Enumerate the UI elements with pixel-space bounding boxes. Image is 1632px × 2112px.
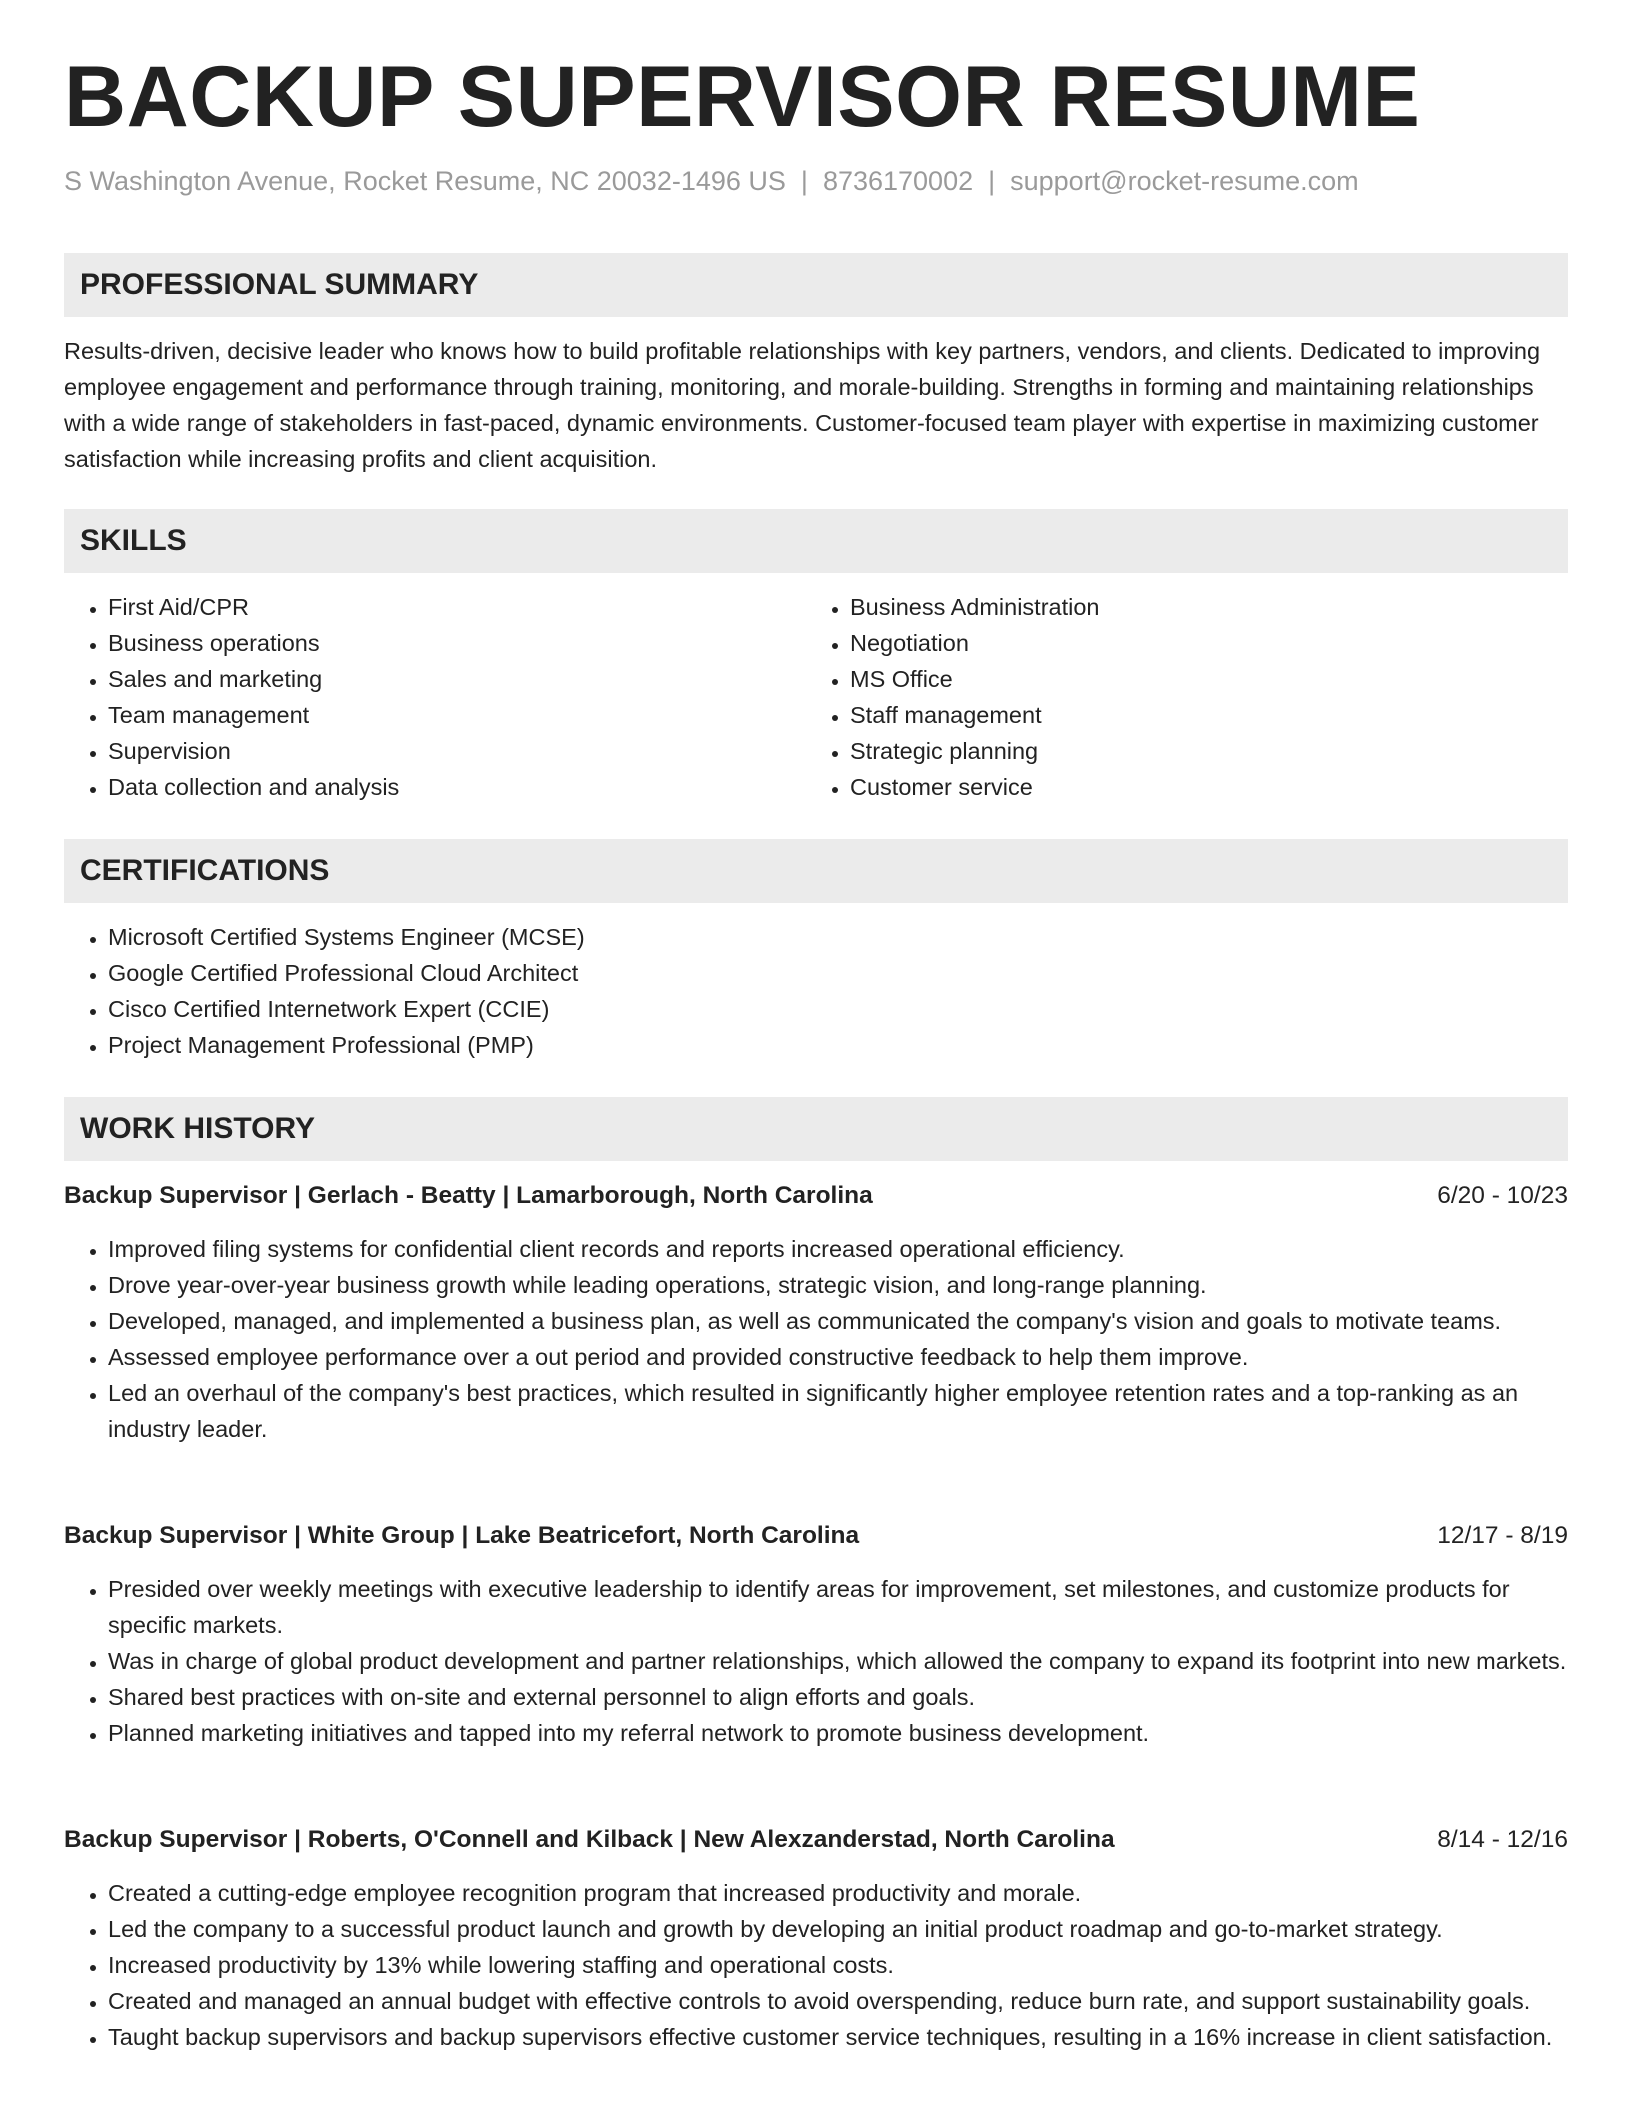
job-bullet: • Was in charge of global product development and partner relationships, which allowed the company to expand its footprint into new markets. xyxy=(108,1643,1568,1679)
skills-heading: SKILLS xyxy=(64,509,1568,573)
skill-item: • First Aid/CPR xyxy=(108,589,798,625)
phone-text: 8736170002 xyxy=(822,166,974,196)
job-bullet: • Created a cutting-edge employee recognition program that increased productivity and morale. xyxy=(108,1875,1568,1911)
skill-item: • Data collection and analysis xyxy=(108,769,798,805)
skill-item: • Business Administration xyxy=(850,589,1550,625)
skills-list-right xyxy=(806,589,1550,805)
certification-item: • Google Certified Professional Cloud Architect xyxy=(108,955,1568,991)
certification-item: • Microsoft Certified Systems Engineer (MCSE) xyxy=(108,919,1568,955)
job-header xyxy=(64,1518,1568,1554)
summary-text: Results-driven, decisive leader who knows how to build profitable relationships with key partners, vendors, and clients. Dedicated to improving employee engagement and performance through training, monitoring, and morale-building. Strengths in forming and maintaining relationships with a wide range of stakeholders in fast-paced, dynamic environments. Customer-focused team player with expertise in maximizing customer satisfaction while increasing profits and client acquisition. xyxy=(64,338,1541,472)
job-dates: 8/14 - 12/16 xyxy=(1437,1826,1568,1853)
job-bullet: • Taught backup supervisors and backup supervisors effective customer service techniques, resulting in a 16% increase in client satisfaction. xyxy=(108,2019,1568,2055)
job-bullet: • Improved filing systems for confidential client records and reports increased operational efficiency. xyxy=(108,1231,1568,1267)
certifications-list xyxy=(64,919,1568,1063)
skill-item: • Customer service xyxy=(850,769,1550,805)
job-dates: 6/20 - 10/23 xyxy=(1437,1182,1568,1209)
certification-item: • Cisco Certified Internetwork Expert (CCIE) xyxy=(108,991,1568,1027)
job-bullet: • Increased productivity by 13% while lowering staffing and operational costs. xyxy=(108,1947,1568,1983)
job-bullet: • Assessed employee performance over a out period and provided constructive feedback to help them improve. xyxy=(108,1339,1568,1375)
job-bullet: • Led an overhaul of the company's best practices, which resulted in significantly higher employee retention rates and a top-ranking as an industry leader. xyxy=(108,1375,1568,1447)
job-bullet: • Planned marketing initiatives and tapped into my referral network to promote business development. xyxy=(108,1715,1568,1751)
job-bullet: • Presided over weekly meetings with executive leadership to identify areas for improvement, set milestones, and customize products for specific markets. xyxy=(108,1571,1568,1643)
job-bullet: • Shared best practices with on-site and external personnel to align efforts and goals. xyxy=(108,1679,1568,1715)
job-bullets xyxy=(64,1875,1568,2055)
job-bullets xyxy=(64,1571,1568,1751)
job-bullets xyxy=(64,1231,1568,1447)
job-bullet: • Created and managed an annual budget with effective controls to avoid overspending, reduce burn rate, and support sustainability goals. xyxy=(108,1983,1568,2019)
job-bullet: • Developed, managed, and implemented a business plan, as well as communicated the company's vision and goals to motivate teams. xyxy=(108,1303,1568,1339)
resume-title: BACKUP SUPERVISOR RESUME xyxy=(64,49,1421,145)
skill-item: • MS Office xyxy=(850,661,1550,697)
work-history-heading: WORK HISTORY xyxy=(64,1097,1568,1161)
summary-heading: PROFESSIONAL SUMMARY xyxy=(64,253,1568,317)
job-title: Backup Supervisor | White Group | Lake Beatricefort, North Carolina xyxy=(64,1522,860,1549)
email-link[interactable]: support@rocket-resume.com xyxy=(1010,166,1359,196)
address-text: S Washington Avenue, Rocket Resume, NC 20032-1496 US xyxy=(64,166,786,196)
skill-item: • Negotiation xyxy=(850,625,1550,661)
contact-separator: | xyxy=(800,166,808,196)
skill-item: • Supervision xyxy=(108,733,798,769)
skills-list-left xyxy=(64,589,798,805)
job-header xyxy=(64,1178,1568,1214)
skill-item: • Strategic planning xyxy=(850,733,1550,769)
job-title: Backup Supervisor | Gerlach - Beatty | Lamarborough, North Carolina xyxy=(64,1182,873,1209)
certification-item: • Project Management Professional (PMP) xyxy=(108,1027,1568,1063)
job-header xyxy=(64,1822,1568,1858)
certifications-heading: CERTIFICATIONS xyxy=(64,839,1568,903)
job-dates: 12/17 - 8/19 xyxy=(1437,1522,1568,1549)
skill-item: • Business operations xyxy=(108,625,798,661)
job-bullet: • Led the company to a successful product launch and growth by developing an initial product roadmap and go-to-market strategy. xyxy=(108,1911,1568,1947)
contact-line xyxy=(64,166,1359,197)
skill-item: • Team management xyxy=(108,697,798,733)
skill-item: • Sales and marketing xyxy=(108,661,798,697)
skill-item: • Staff management xyxy=(850,697,1550,733)
job-title: Backup Supervisor | Roberts, O'Connell and Kilback | New Alexzanderstad, North Carolina xyxy=(64,1826,1115,1853)
job-bullet: • Drove year-over-year business growth while leading operations, strategic vision, and long-range planning. xyxy=(108,1267,1568,1303)
contact-separator: | xyxy=(988,166,996,196)
